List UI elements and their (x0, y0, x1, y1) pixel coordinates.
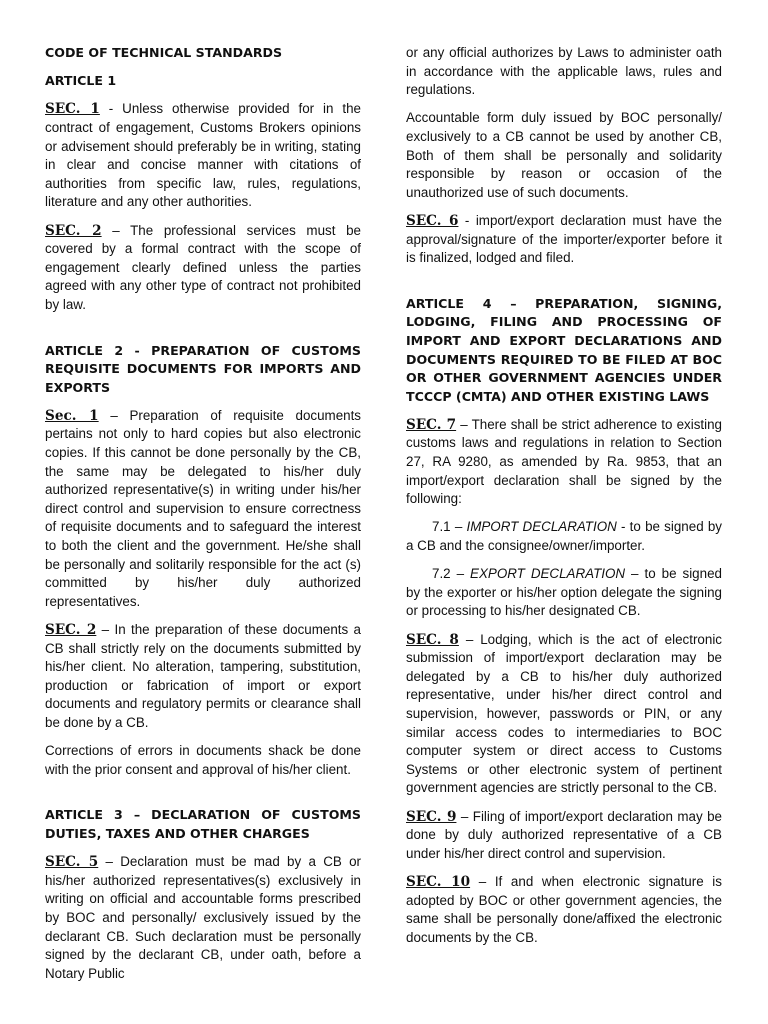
left-column (45, 44, 361, 993)
article-1-sec-1 (45, 100, 361, 212)
sec-label: SEC. 2 (45, 222, 102, 239)
article-2-sec-1 (45, 407, 361, 612)
item-7-1 (406, 518, 722, 555)
item-text: - to be signed by a CB and the consignee/owner/importer. (406, 519, 722, 554)
article-2-sec-2 (45, 621, 361, 733)
sec-text: – There shall be strict adherence to existing customs laws and regulations in relation to Section 27, RA 9280, as amended by Ra. 9853, that an import/export declaration shall be signed by the following: (406, 416, 722, 507)
article-4-sec-7 (406, 416, 722, 509)
document-title: CODE OF TECHNICAL STANDARDS (45, 45, 283, 60)
sec-text: – Filing of import/export declaration may be done by duly authorized representative of a CB under his/her direct control and supervision. (406, 808, 723, 861)
continued-paragraph: or any official authorizes by Laws to administer oath in accordance with the applicable laws, rules and regulations. (406, 45, 722, 98)
item-7-2 (406, 565, 722, 621)
right-column (406, 44, 722, 957)
item-text: – to be signed by the exporter or his/her option delegate the signing or processing to his/her designated CB. (406, 566, 722, 619)
sec-label: SEC. 8 (406, 631, 459, 648)
item-number: 7.2 – (432, 566, 471, 582)
sec-label: SEC. 7 (406, 416, 457, 433)
sec-label: SEC. 2 (45, 622, 97, 638)
sec-label: SEC. 5 (45, 854, 99, 871)
sec-label: SEC. 10 (406, 873, 471, 890)
sec-label: SEC. 6 (406, 212, 459, 229)
sec-text: – Preparation of requisite documents pertains not only to hard copies but also electronic copies. If this cannot be done personally by the CB, the same may be delegated to his/her duly authorized representative(s) in writing under his/her direct control and supervision to ensure correctness of requisite documents and to safeguard the interest to both the client and the government. He/she shall be personally and solitarily responsible for the act (s) committed by his/her duly authorized representatives. (45, 407, 362, 609)
sec-6 (406, 212, 722, 268)
corrections-paragraph: Corrections of errors in documents shack be done with the prior consent and approval of his/her client. (45, 743, 361, 777)
sec-label: SEC. 1 (45, 101, 100, 118)
article-3-heading: ARTICLE 3 – DECLARATION OF CUSTOMS DUTIES, TAXES AND OTHER CHARGES (45, 807, 361, 841)
item-term: IMPORT DECLARATION (466, 519, 617, 535)
item-number: 7.1 – (432, 519, 467, 535)
sec-text: – Declaration must be mad by a CB or his/her authorized representatives(s) exclusively in writing on official and accountable forms prescribed by BOC and personally/ exclusively issued by the declarant CB. Such declaration must be personally signed by the declarant CB, under oath, before a Notary Public (45, 854, 361, 981)
article-3-sec-5 (45, 853, 361, 983)
article-4-heading: ARTICLE 4 – PREPARATION, SIGNING, LODGING, FILING AND PROCESSING OF IMPORT AND EXPORT DECLARATIONS AND DOCUMENTS REQUIRED TO BE FILED AT BOC OR OTHER GOVERNMENT AGENCIES UNDER TCCCP (CMTA) AND OTHER EXISTING LAWS (406, 295, 722, 404)
article-4-sec-8 (406, 631, 722, 798)
article-1-sec-2 (45, 222, 361, 315)
article-4-sec-10 (406, 873, 722, 947)
sec-text: – If and when electronic signature is adopted by BOC or other government agencies, the same shall be personally done/affixed the electronic documents by the CB. (406, 873, 722, 945)
sec-text: – In the preparation of these documents a CB shall strictly rely on the documents submitted by his/her client. No alteration, tampering, substitution, production or fabrication of import or export documents and regulatory permits or clearance shall be done by a CB. (45, 622, 361, 730)
sec-text: - Unless otherwise provided for in the contract of engagement, Customs Brokers opinions or advisement should preferably be in writing, stating in clear and concise manner with citations of authorities from specific law, rules, regulations, literature and any other authorities. (45, 101, 361, 210)
sec-text: – The professional services must be covered by a formal contract with the scope of engagement clearly defined unless the parties agreed with any other type of contract not prohibited by law. (45, 222, 361, 312)
sec-text: - import/export declaration must have the approval/signature of the importer/exporter before it is finalized, lodged and filed. (406, 212, 722, 266)
item-term: EXPORT DECLARATION (470, 566, 626, 582)
sec-text: – Lodging, which is the act of electronic submission of import/export declaration may be delegated by a CB to his/her duly authorized representative, under his/her direct control and supervision, however, passwords or PIN, or any similar access codes to intermediaries to BOC computer system or direct access to Customs Systems or other electronic system of pertinent government agencies are strictly personal to the CB. (406, 631, 722, 796)
article-1-heading: ARTICLE 1 (45, 73, 117, 89)
sec-label: SEC. 9 (406, 808, 457, 825)
article-4-sec-9 (406, 808, 722, 864)
sec-label: Sec. 1 (45, 407, 99, 424)
accountable-form-paragraph: Accountable form duly issued by BOC personally/ exclusively to a CB cannot be used by another CB, Both of them shall be personally and solidarity responsible by reason or occasion of the unauthorized use of such documents. (406, 110, 722, 200)
article-2-heading: ARTICLE 2 - PREPARATION OF CUSTOMS REQUISITE DOCUMENTS FOR IMPORTS AND EXPORTS (45, 342, 361, 395)
